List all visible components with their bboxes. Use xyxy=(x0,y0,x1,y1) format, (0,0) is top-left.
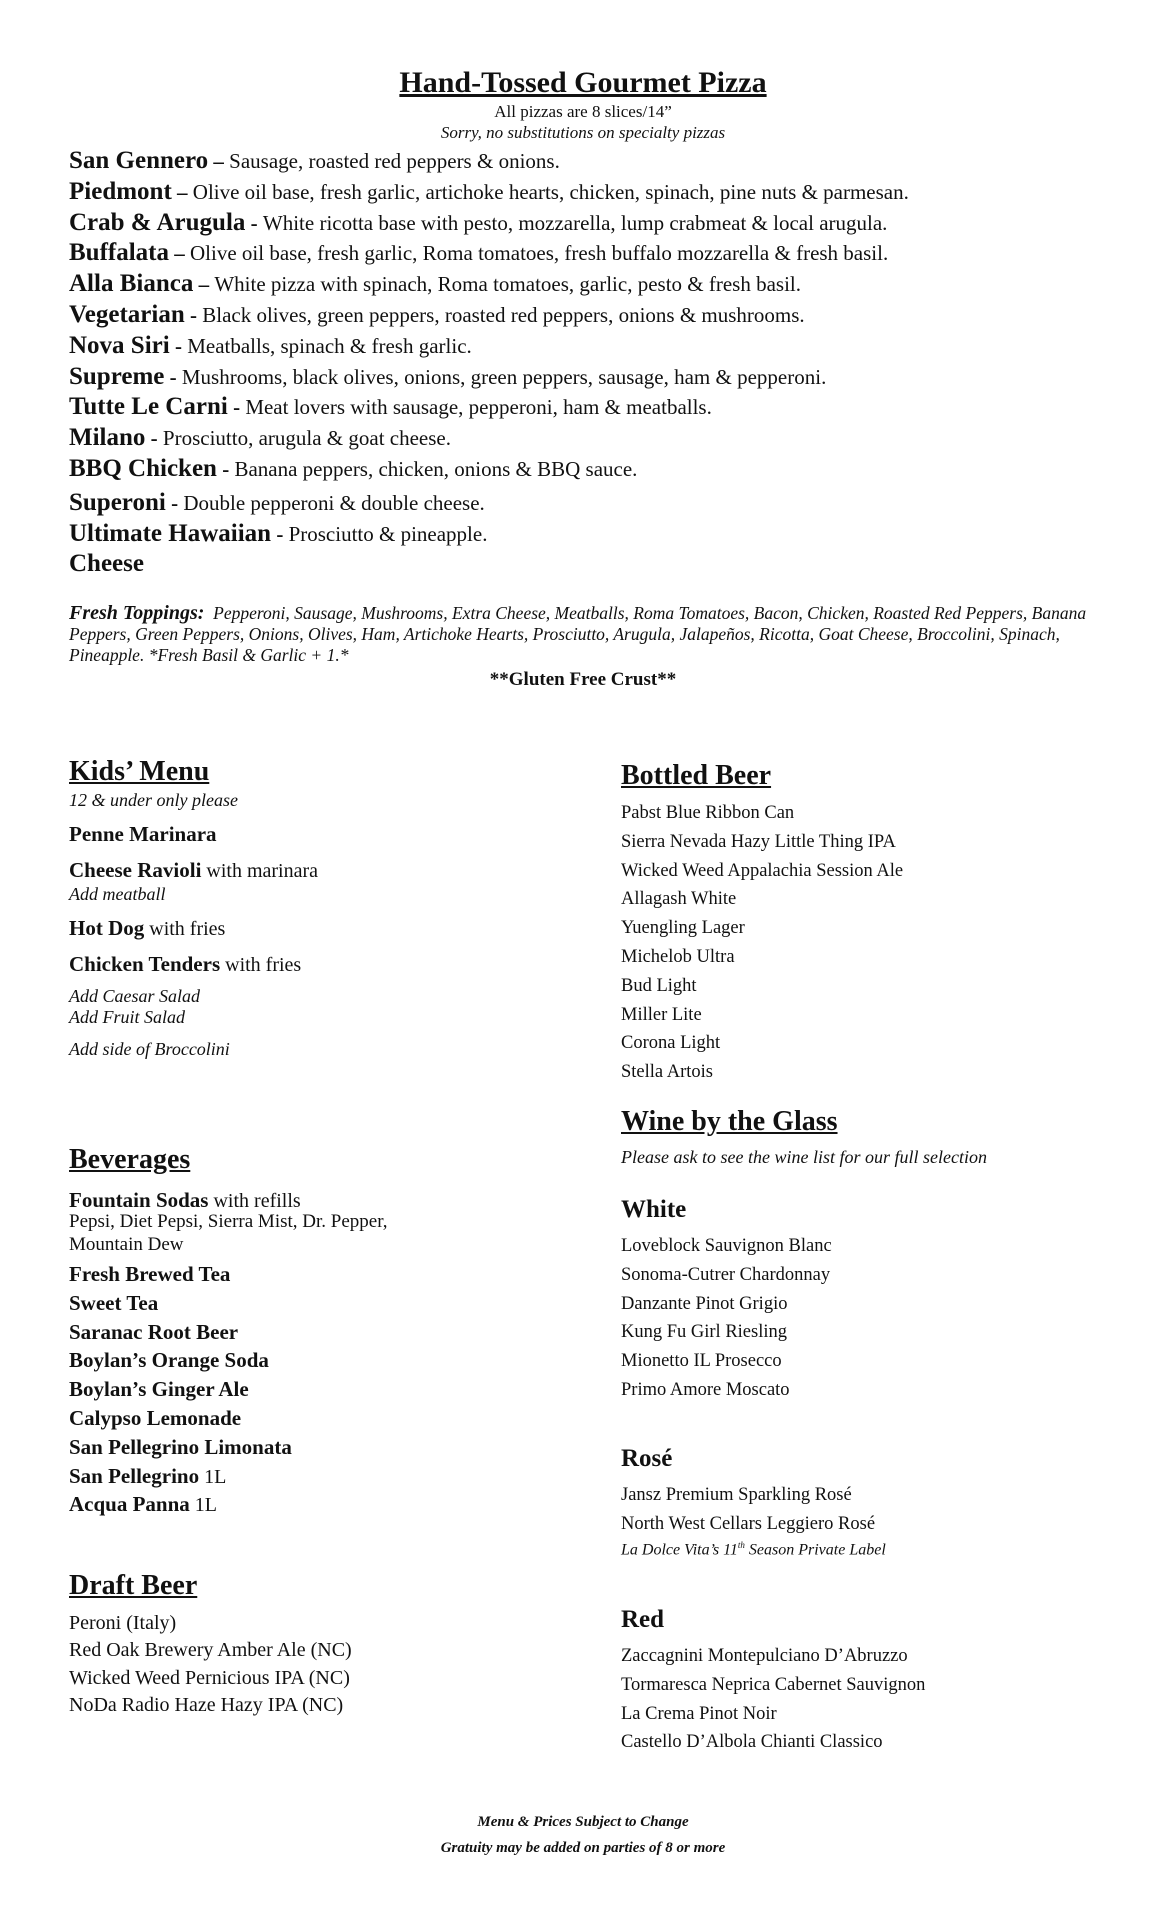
pizza-section-title: Hand-Tossed Gourmet Pizza xyxy=(399,66,767,99)
fresh-toppings xyxy=(69,603,1099,666)
pizza-slices-note: All pizzas are 8 slices/14” xyxy=(494,102,672,121)
beverage-list xyxy=(69,1260,292,1519)
beverage-name: Sweet Tea xyxy=(69,1290,159,1315)
red-wine-item: Zaccagnini Montepulciano D’Abruzzo xyxy=(621,1646,908,1666)
pizza-name: San Gennero xyxy=(69,147,209,174)
rose-note-text: La Dolce Vita’s 11 xyxy=(621,1541,738,1559)
pizza-sep: - xyxy=(245,210,263,235)
rose-private-label-note xyxy=(621,1540,886,1559)
kids-item-name: Cheese Ravioli xyxy=(69,858,202,882)
bottled-beer-list xyxy=(621,799,903,1087)
bottled-beer-item: Sierra Nevada Hazy Little Thing IPA xyxy=(621,831,896,852)
wine-white-title: White xyxy=(621,1196,687,1223)
wine-rose-title: Rosé xyxy=(621,1445,673,1472)
pizza-sep: – xyxy=(171,179,193,204)
pizza-desc: White ricotta base with pesto, mozzarella, lump crabmeat & local arugula. xyxy=(262,210,888,235)
pizza-sep: – xyxy=(208,149,230,173)
pizza-item xyxy=(69,208,909,239)
pizza-desc: Sausage, roasted red peppers & onions. xyxy=(229,149,560,173)
kids-addon: Add Caesar Salad xyxy=(69,986,201,1006)
pizza-item xyxy=(69,392,909,423)
kids-addon: Add meatball xyxy=(69,884,166,904)
beverage-name: Fresh Brewed Tea xyxy=(69,1262,231,1286)
fountain-sodas xyxy=(69,1188,301,1213)
wine-title: Wine by the Glass xyxy=(621,1106,838,1137)
pizza-name: BBQ Chicken xyxy=(69,454,217,482)
beverage-item xyxy=(69,1490,292,1519)
pizza-desc: Double pepperoni & double cheese. xyxy=(183,490,485,515)
beverage-extra: 1L xyxy=(199,1465,227,1488)
pizza-item xyxy=(69,454,909,485)
pizza-item xyxy=(69,549,909,580)
red-wine-item: Castello D’Albola Chianti Classico xyxy=(621,1732,883,1753)
beverage-name: Calypso Lemonade xyxy=(69,1405,242,1430)
pizza-substitution-note: Sorry, no substitutions on specialty pizzas xyxy=(440,123,726,142)
draft-beer-item: Peroni (Italy) xyxy=(69,1612,177,1634)
pizza-item xyxy=(69,423,909,454)
beverage-name: Boylan’s Ginger Ale xyxy=(69,1377,249,1402)
fountain-options: Mountain Dew xyxy=(69,1234,184,1255)
pizza-name: Crab & Arugula xyxy=(69,208,246,236)
pizza-item xyxy=(69,519,909,550)
draft-beer-item: Red Oak Brewery Amber Ale (NC) xyxy=(69,1639,352,1662)
pizza-desc: Olive oil base, fresh garlic, Roma tomatoes, fresh buffalo mozzarella & fresh basil. xyxy=(190,241,889,266)
pizza-sep: – xyxy=(193,272,215,297)
draft-beer-item: NoDa Radio Haze Hazy IPA (NC) xyxy=(69,1693,344,1716)
pizza-name: Piedmont xyxy=(69,177,172,205)
beverage-item xyxy=(69,1404,292,1433)
kids-item-extra: with fries xyxy=(144,918,226,940)
wine-red-title: Red xyxy=(621,1606,665,1633)
wine-note: Please ask to see the wine list for our full selection xyxy=(621,1147,987,1167)
white-wine-item: Loveblock Sauvignon Blanc xyxy=(621,1236,832,1256)
pizza-desc: Mushrooms, black olives, onions, green peppers, sausage, ham & pepperoni. xyxy=(181,364,827,389)
beverage-name: San Pellegrino Limonata xyxy=(69,1434,292,1459)
pizza-item xyxy=(69,300,909,331)
kids-item-extra: with fries xyxy=(220,954,302,976)
red-wine-item: Tormaresca Neprica Cabernet Sauvignon xyxy=(621,1674,926,1695)
kids-item-extra: with marinara xyxy=(201,860,319,882)
kids-menu-title: Kids’ Menu xyxy=(69,756,210,787)
pizza-name: Ultimate Hawaiian xyxy=(69,519,272,547)
pizza-name: Cheese xyxy=(69,550,144,578)
pizza-item xyxy=(69,146,909,177)
pizza-sep: – xyxy=(169,241,190,266)
pizza-desc: Meatballs, spinach & fresh garlic. xyxy=(187,333,472,358)
draft-beer-item: Wicked Weed Pernicious IPA (NC) xyxy=(69,1666,350,1689)
pizza-name: Milano xyxy=(69,424,146,452)
white-wine-item: Sonoma-Cutrer Chardonnay xyxy=(621,1264,831,1285)
beverage-item xyxy=(69,1346,292,1375)
bottled-beer-item: Allagash White xyxy=(621,889,737,910)
pizza-name: Supreme xyxy=(69,362,165,390)
beverage-extra: 1L xyxy=(189,1494,217,1517)
beverage-item xyxy=(69,1375,292,1404)
white-wine-item: Danzante Pinot Grigio xyxy=(621,1293,788,1314)
pizza-name: Superoni xyxy=(69,488,166,516)
pizza-item xyxy=(69,238,909,269)
bottled-beer-item: Michelob Ultra xyxy=(621,946,735,967)
beverage-name: Acqua Panna xyxy=(69,1492,190,1517)
toppings-label: Fresh Toppings: xyxy=(69,602,205,624)
toppings-text: Pepperoni, Sausage, Mushrooms, Extra Cheese, Meatballs, Roma Tomatoes, Bacon, Chicken, Roasted Red Peppers, Banana Peppers, Green Peppers, Onions, Olives, Ham, Artichoke Hearts, Prosciutto, Arugula, Jalapeños, Ricotta, Goat Cheese, Broccolini, Spinach, Pineapple. *Fresh Basil & Garlic + 1.* xyxy=(69,603,1087,665)
beverage-item xyxy=(69,1318,292,1347)
fountain-sodas-extra: with refills xyxy=(208,1190,301,1212)
white-wine-item: Kung Fu Girl Riesling xyxy=(621,1322,787,1343)
pizza-sep: - xyxy=(165,490,184,515)
kids-item xyxy=(69,952,301,977)
bottled-beer-item: Stella Artois xyxy=(621,1062,713,1083)
footer-gratuity-note: Gratuity may be added on parties of 8 or more xyxy=(440,1840,726,1856)
fountain-sodas-name: Fountain Sodas xyxy=(69,1188,209,1212)
pizza-sep: - xyxy=(184,302,203,327)
pizza-item xyxy=(69,177,909,208)
pizza-sep: - xyxy=(216,456,235,481)
pizza-item xyxy=(69,269,909,300)
red-wine-item: La Crema Pinot Noir xyxy=(621,1703,777,1724)
pizza-desc: Banana peppers, chicken, onions & BBQ sauce. xyxy=(234,456,638,481)
white-wine-item: Mionetto IL Prosecco xyxy=(621,1351,782,1372)
bottled-beer-item: Miller Lite xyxy=(621,1004,702,1025)
pizza-item xyxy=(69,362,909,393)
bottled-beer-title: Bottled Beer xyxy=(621,760,772,791)
kids-item-name: Hot Dog xyxy=(69,916,145,940)
pizza-name: Alla Bianca xyxy=(69,270,194,298)
kids-age-note: 12 & under only please xyxy=(69,790,238,810)
white-wine-list xyxy=(621,1232,832,1405)
kids-item xyxy=(69,858,318,883)
pizza-desc: Olive oil base, fresh garlic, artichoke hearts, chicken, spinach, pine nuts & parmesan. xyxy=(192,179,909,204)
bottled-beer-item: Pabst Blue Ribbon Can xyxy=(621,803,795,823)
pizza-name: Buffalata xyxy=(69,239,169,267)
kids-addon: Add side of Broccolini xyxy=(69,1039,230,1059)
beverages-title: Beverages xyxy=(69,1144,191,1175)
pizza-name: Vegetarian xyxy=(69,300,185,328)
kids-item xyxy=(69,822,217,847)
pizza-desc: Prosciutto & pineapple. xyxy=(288,521,488,546)
rose-note-text: Season Private Label xyxy=(744,1541,886,1559)
beverage-name: San Pellegrino xyxy=(69,1463,200,1488)
rose-note-sup: th xyxy=(737,1540,745,1550)
pizza-sep: - xyxy=(145,426,163,451)
kids-item-name: Chicken Tenders xyxy=(69,952,221,976)
bottled-beer-item: Yuengling Lager xyxy=(621,918,745,939)
rose-wine-list xyxy=(621,1481,875,1539)
pizza-desc: Meat lovers with sausage, pepperoni, ham & meatballs. xyxy=(245,395,712,420)
kids-addon: Add Fruit Salad xyxy=(69,1007,185,1027)
bottled-beer-item: Bud Light xyxy=(621,975,697,996)
kids-item-name: Penne Marinara xyxy=(69,822,217,846)
beverage-item xyxy=(69,1433,292,1462)
pizza-item xyxy=(69,331,909,362)
red-wine-list xyxy=(621,1642,925,1757)
pizza-name: Nova Siri xyxy=(69,331,170,359)
bottled-beer-item: Corona Light xyxy=(621,1033,721,1054)
pizza-list xyxy=(69,146,909,580)
bottled-beer-item: Wicked Weed Appalachia Session Ale xyxy=(621,860,904,881)
draft-beer-title: Draft Beer xyxy=(69,1570,198,1601)
pizza-name: Tutte Le Carni xyxy=(69,393,228,421)
beverage-item xyxy=(69,1289,292,1318)
beverage-name: Boylan’s Orange Soda xyxy=(69,1348,269,1373)
pizza-sep: - xyxy=(271,521,289,546)
beverage-name: Saranac Root Beer xyxy=(69,1319,239,1344)
pizza-desc: White pizza with spinach, Roma tomatoes, garlic, pesto & fresh basil. xyxy=(214,272,802,297)
footer-price-note: Menu & Prices Subject to Change xyxy=(477,1814,689,1830)
draft-beer-list xyxy=(69,1610,352,1719)
gluten-free-note: **Gluten Free Crust** xyxy=(489,669,677,690)
rose-wine-item: North West Cellars Leggiero Rosé xyxy=(621,1513,876,1534)
fountain-options: Pepsi, Diet Pepsi, Sierra Mist, Dr. Pepper, xyxy=(69,1211,388,1232)
kids-item xyxy=(69,916,225,941)
pizza-desc: Black olives, green peppers, roasted red peppers, onions & mushrooms. xyxy=(202,302,805,327)
pizza-sep: - xyxy=(169,333,188,358)
beverage-item xyxy=(69,1260,292,1289)
beverage-item xyxy=(69,1462,292,1491)
pizza-item xyxy=(69,488,909,519)
pizza-sep: - xyxy=(164,364,182,389)
rose-wine-item: Jansz Premium Sparkling Rosé xyxy=(621,1485,852,1505)
pizza-desc: Prosciutto, arugula & goat cheese. xyxy=(162,426,451,451)
pizza-sep: - xyxy=(227,395,246,420)
white-wine-item: Primo Amore Moscato xyxy=(621,1379,790,1400)
